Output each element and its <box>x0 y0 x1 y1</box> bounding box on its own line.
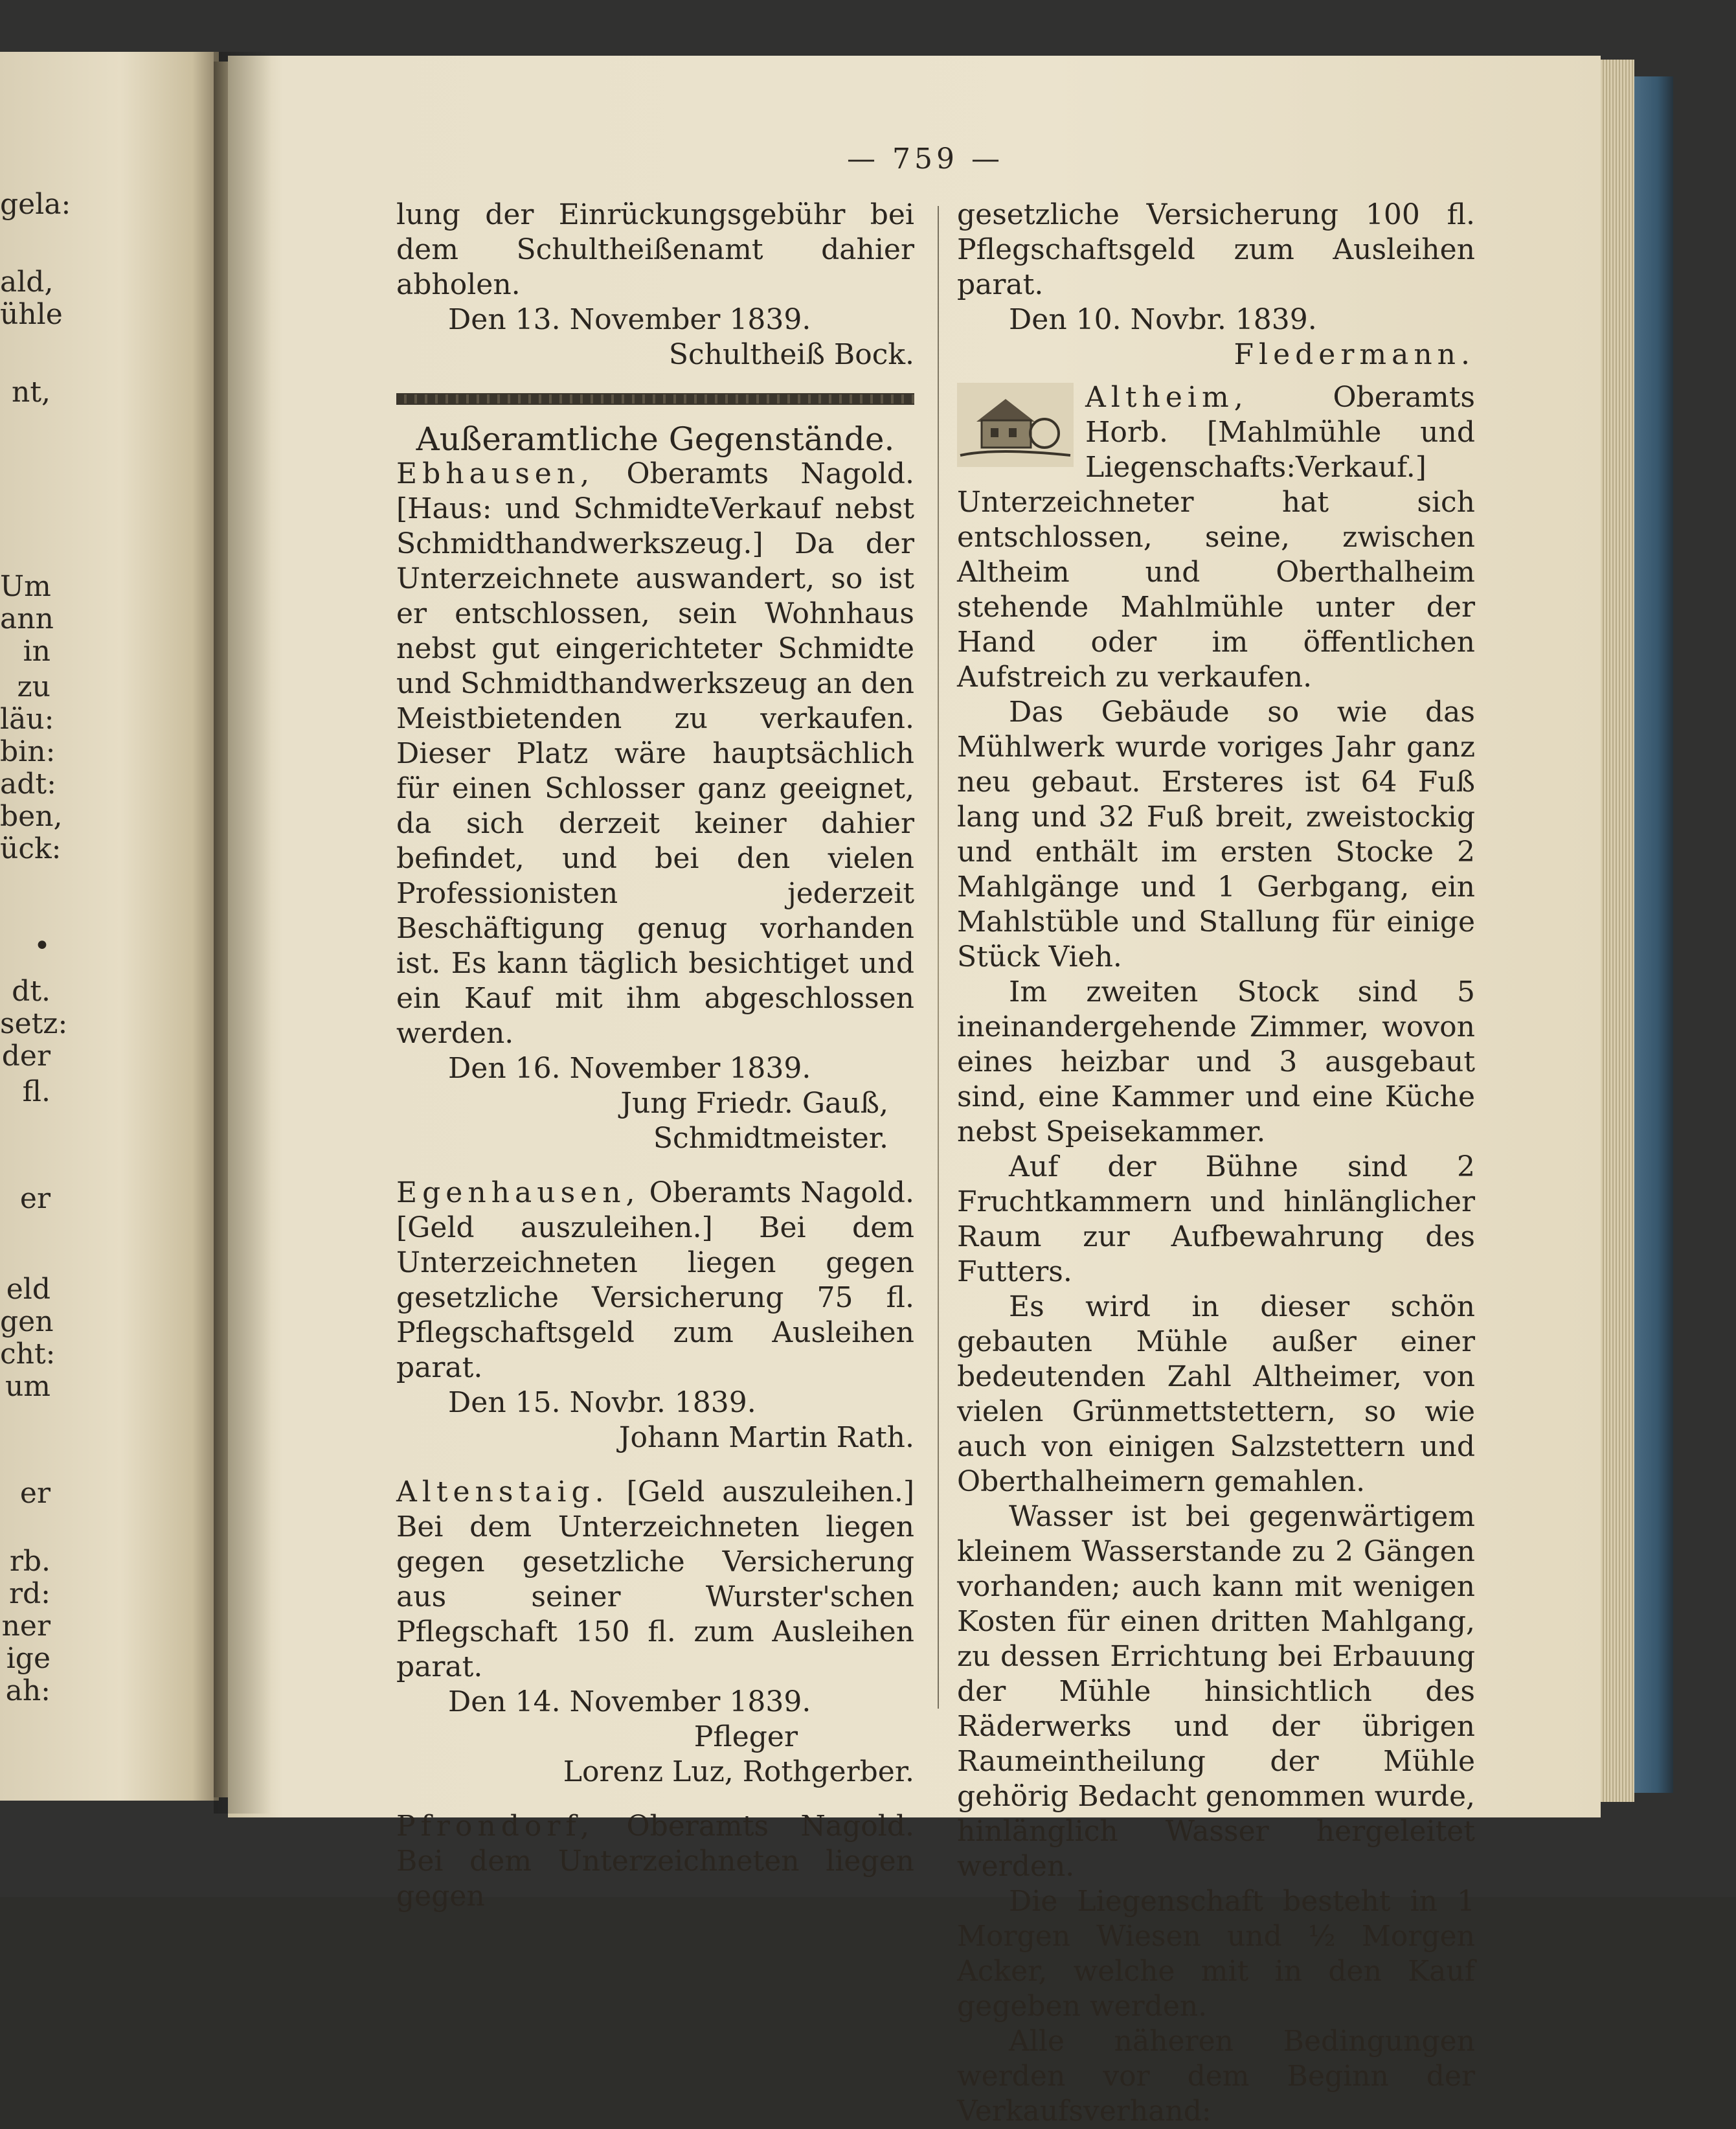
column-rule <box>938 206 939 1709</box>
left-page-fragment: ald, <box>0 266 54 299</box>
paragraph: Auf der Bühne sind 2 Fruchtkammern und hinlänglicher Raum zur Aufbewahrung des Futters. <box>957 1150 1475 1288</box>
continuation-text: gesetzliche Versicherung 100 fl. Pflegschaftsgeld zum Ausleihen parat. <box>957 198 1475 301</box>
signature: Johann Martin Rath. <box>618 1421 914 1454</box>
place-name: Altheim, <box>1085 381 1248 414</box>
signature-role: Pfleger <box>693 1720 798 1753</box>
left-page-fragment: cht: <box>0 1338 56 1371</box>
left-page-fragment: rd: <box>8 1577 51 1610</box>
left-page-fragment: ah: <box>5 1674 51 1707</box>
place-name: Altenstaig. <box>396 1475 609 1509</box>
spine-shadow <box>214 52 272 1814</box>
left-page-fragment: eld <box>6 1273 51 1306</box>
paragraph: Im zweiten Stock sind 5 ineinandergehende Zimmer, wovon eines heizbar und 3 ausgebaut sind, eine Kammer und eine Küche nebst Speisekammer. <box>957 975 1475 1148</box>
date-line: Den 14. November 1839. <box>448 1685 811 1718</box>
left-page-fragment: setz: <box>0 1007 68 1040</box>
left-page-fragment: ann <box>0 602 54 635</box>
left-page-fragment: adt: <box>0 768 56 801</box>
left-page-fragment: bin: <box>0 735 56 768</box>
left-page-fragment: um <box>5 1370 51 1403</box>
section-separator <box>396 393 914 405</box>
place-name: Pfrondorf, <box>396 1810 595 1843</box>
left-page-fragment: gen <box>0 1305 54 1338</box>
continuation-text: lung der Einrückungsgebühr bei dem Schultheißenamt dahier abholen. <box>396 198 914 301</box>
signature-title: Schmidtmeister. <box>653 1122 888 1155</box>
notice-altheim <box>957 380 1475 695</box>
section-heading: Außeramtliche Gegenstände. <box>416 420 895 458</box>
left-page-fragment: ück: <box>0 832 62 865</box>
left-page-fragment: • <box>34 929 51 962</box>
date-line: Den 15. Novbr. 1839. <box>448 1386 756 1419</box>
left-column <box>396 198 914 1914</box>
left-page-fragment: läu: <box>0 703 54 736</box>
left-page-fragment: ige <box>6 1642 51 1675</box>
mill-vignette-icon <box>957 383 1074 467</box>
notice-text: Oberamts Horb. [Mahlmühle und Liegenschafts:Verkauf.] Unterzeichneter hat sich entschlossen, seine, zwischen Altheim und Oberthalheim stehende Mahlmühle unter der Hand oder im öffentlichen Aufstreich zu verkaufen. <box>957 381 1475 694</box>
left-page-fragment: er <box>19 1477 51 1510</box>
left-page-fragment: Um <box>0 570 51 603</box>
right-column <box>957 198 1475 2129</box>
page-number: — 759 — <box>847 142 1004 176</box>
page-edges <box>1601 60 1634 1802</box>
left-page-fragment: gela: <box>0 188 71 221</box>
left-page-fragment: der <box>1 1040 51 1073</box>
signature: Fledermann. <box>1234 338 1475 371</box>
date-line: Den 10. Novbr. 1839. <box>1009 303 1317 336</box>
notice-text: Oberamts Nagold. [Geld auszuleihen.] Bei dem Unterzeichneten liegen gegen gesetzliche Versicherung 75 fl. Pflegschaftsgeld zum Ausleihen parat. <box>396 1176 914 1384</box>
notice-text: [Geld auszuleihen.] Bei dem Unterzeichneten liegen gegen gesetzliche Versicherung aus seiner Wurster'schen Pflegschaft 150 fl. zum Ausleihen parat. <box>396 1475 914 1683</box>
signature: Lorenz Luz, Rothgerber. <box>563 1755 914 1788</box>
left-page-fragment: ühle <box>0 298 63 331</box>
left-page-fragment: dt. <box>12 975 51 1008</box>
left-page-fragment: rb. <box>9 1545 51 1578</box>
left-page-fragment: er <box>19 1182 51 1215</box>
date-line: Den 13. November 1839. <box>448 303 811 336</box>
place-name: Ebhausen, <box>396 457 595 490</box>
notice-pfrondorf <box>396 1809 914 1914</box>
paragraph: Das Gebäude so wie das Mühlwerk wurde voriges Jahr ganz neu gebaut. Ersteres ist 64 Fuß lang und 32 Fuß breit, zweistockig und enthält im ersten Stocke 2 Mahlgänge und 1 Gerbgang, ein Mahlstüble und Stallung für einige Stück Vieh. <box>957 696 1475 973</box>
date-line: Den 16. November 1839. <box>448 1052 811 1085</box>
paragraph: Die Liegenschaft besteht in 1 Morgen Wiesen und ½ Morgen Acker, welche mit in den Kauf gegeben werden. <box>957 1885 1475 2023</box>
place-name: Egenhausen, <box>396 1176 640 1209</box>
notice-text: Oberamts Nagold. [Haus: und SchmidteVerkauf nebst Schmidthandwerkszeug.] Da der Unterzeichnete auswandert, so ist er entschlossen, sein Wohnhaus nebst gut eingerichteter Schmidte und Schmidthandwerkszeug an den Meistbietenden zu verkaufen. Dieser Platz wäre hauptsächlich für einen Schlosser ganz geeignet, da sich derzeit keiner dahier befindet, und bei den vielen Professionisten jederzeit Beschäftigung genug vorhanden ist. Es kann täglich besichtiget und ein Kauf mit ihm abgeschlossen werden. <box>396 457 914 1050</box>
left-page-fragment: ner <box>1 1610 51 1643</box>
notice-ebhausen <box>396 457 914 1051</box>
notice-text: Oberamts Nagold. Bei dem Unterzeichneten liegen gegen <box>396 1810 914 1913</box>
signature: Schultheiß Bock. <box>668 338 914 371</box>
paragraph: Es wird in dieser schön gebauten Mühle außer einer bedeutenden Zahl Altheimer, von vielen Grünmettstettern, so wie auch von einigen Salzstettern und Oberthalheimern gemahlen. <box>957 1290 1475 1498</box>
paragraph: Wasser ist bei gegenwärtigem kleinem Wasserstande zu 2 Gängen vorhanden; auch kann mit wenigen Kosten für einen dritten Mahlgang, zu dessen Errichtung bei Erbauung der Mühle hinsichtlich des Räderwerks und der übrigen Raumeintheilung der Mühle gehörig Bedacht genommen wurde, hinlänglich Wasser hergeleitet werden. <box>957 1500 1475 1883</box>
left-page-fragment: zu <box>17 670 51 703</box>
left-page-fragment: nt, <box>11 376 51 409</box>
paragraph: Alle näheren Bedingungen werden vor dem Beginn der Verkaufsverhand: <box>957 2025 1475 2128</box>
notice-egenhausen <box>396 1176 914 1385</box>
left-page-fragment: in <box>23 635 51 668</box>
left-page-fragment: ben, <box>0 800 63 833</box>
notice-altenstaig <box>396 1475 914 1685</box>
signature: Jung Friedr. Gauß, <box>620 1087 888 1120</box>
book-cover-edge <box>1634 76 1673 1793</box>
left-page-fragment: fl. <box>22 1075 51 1108</box>
